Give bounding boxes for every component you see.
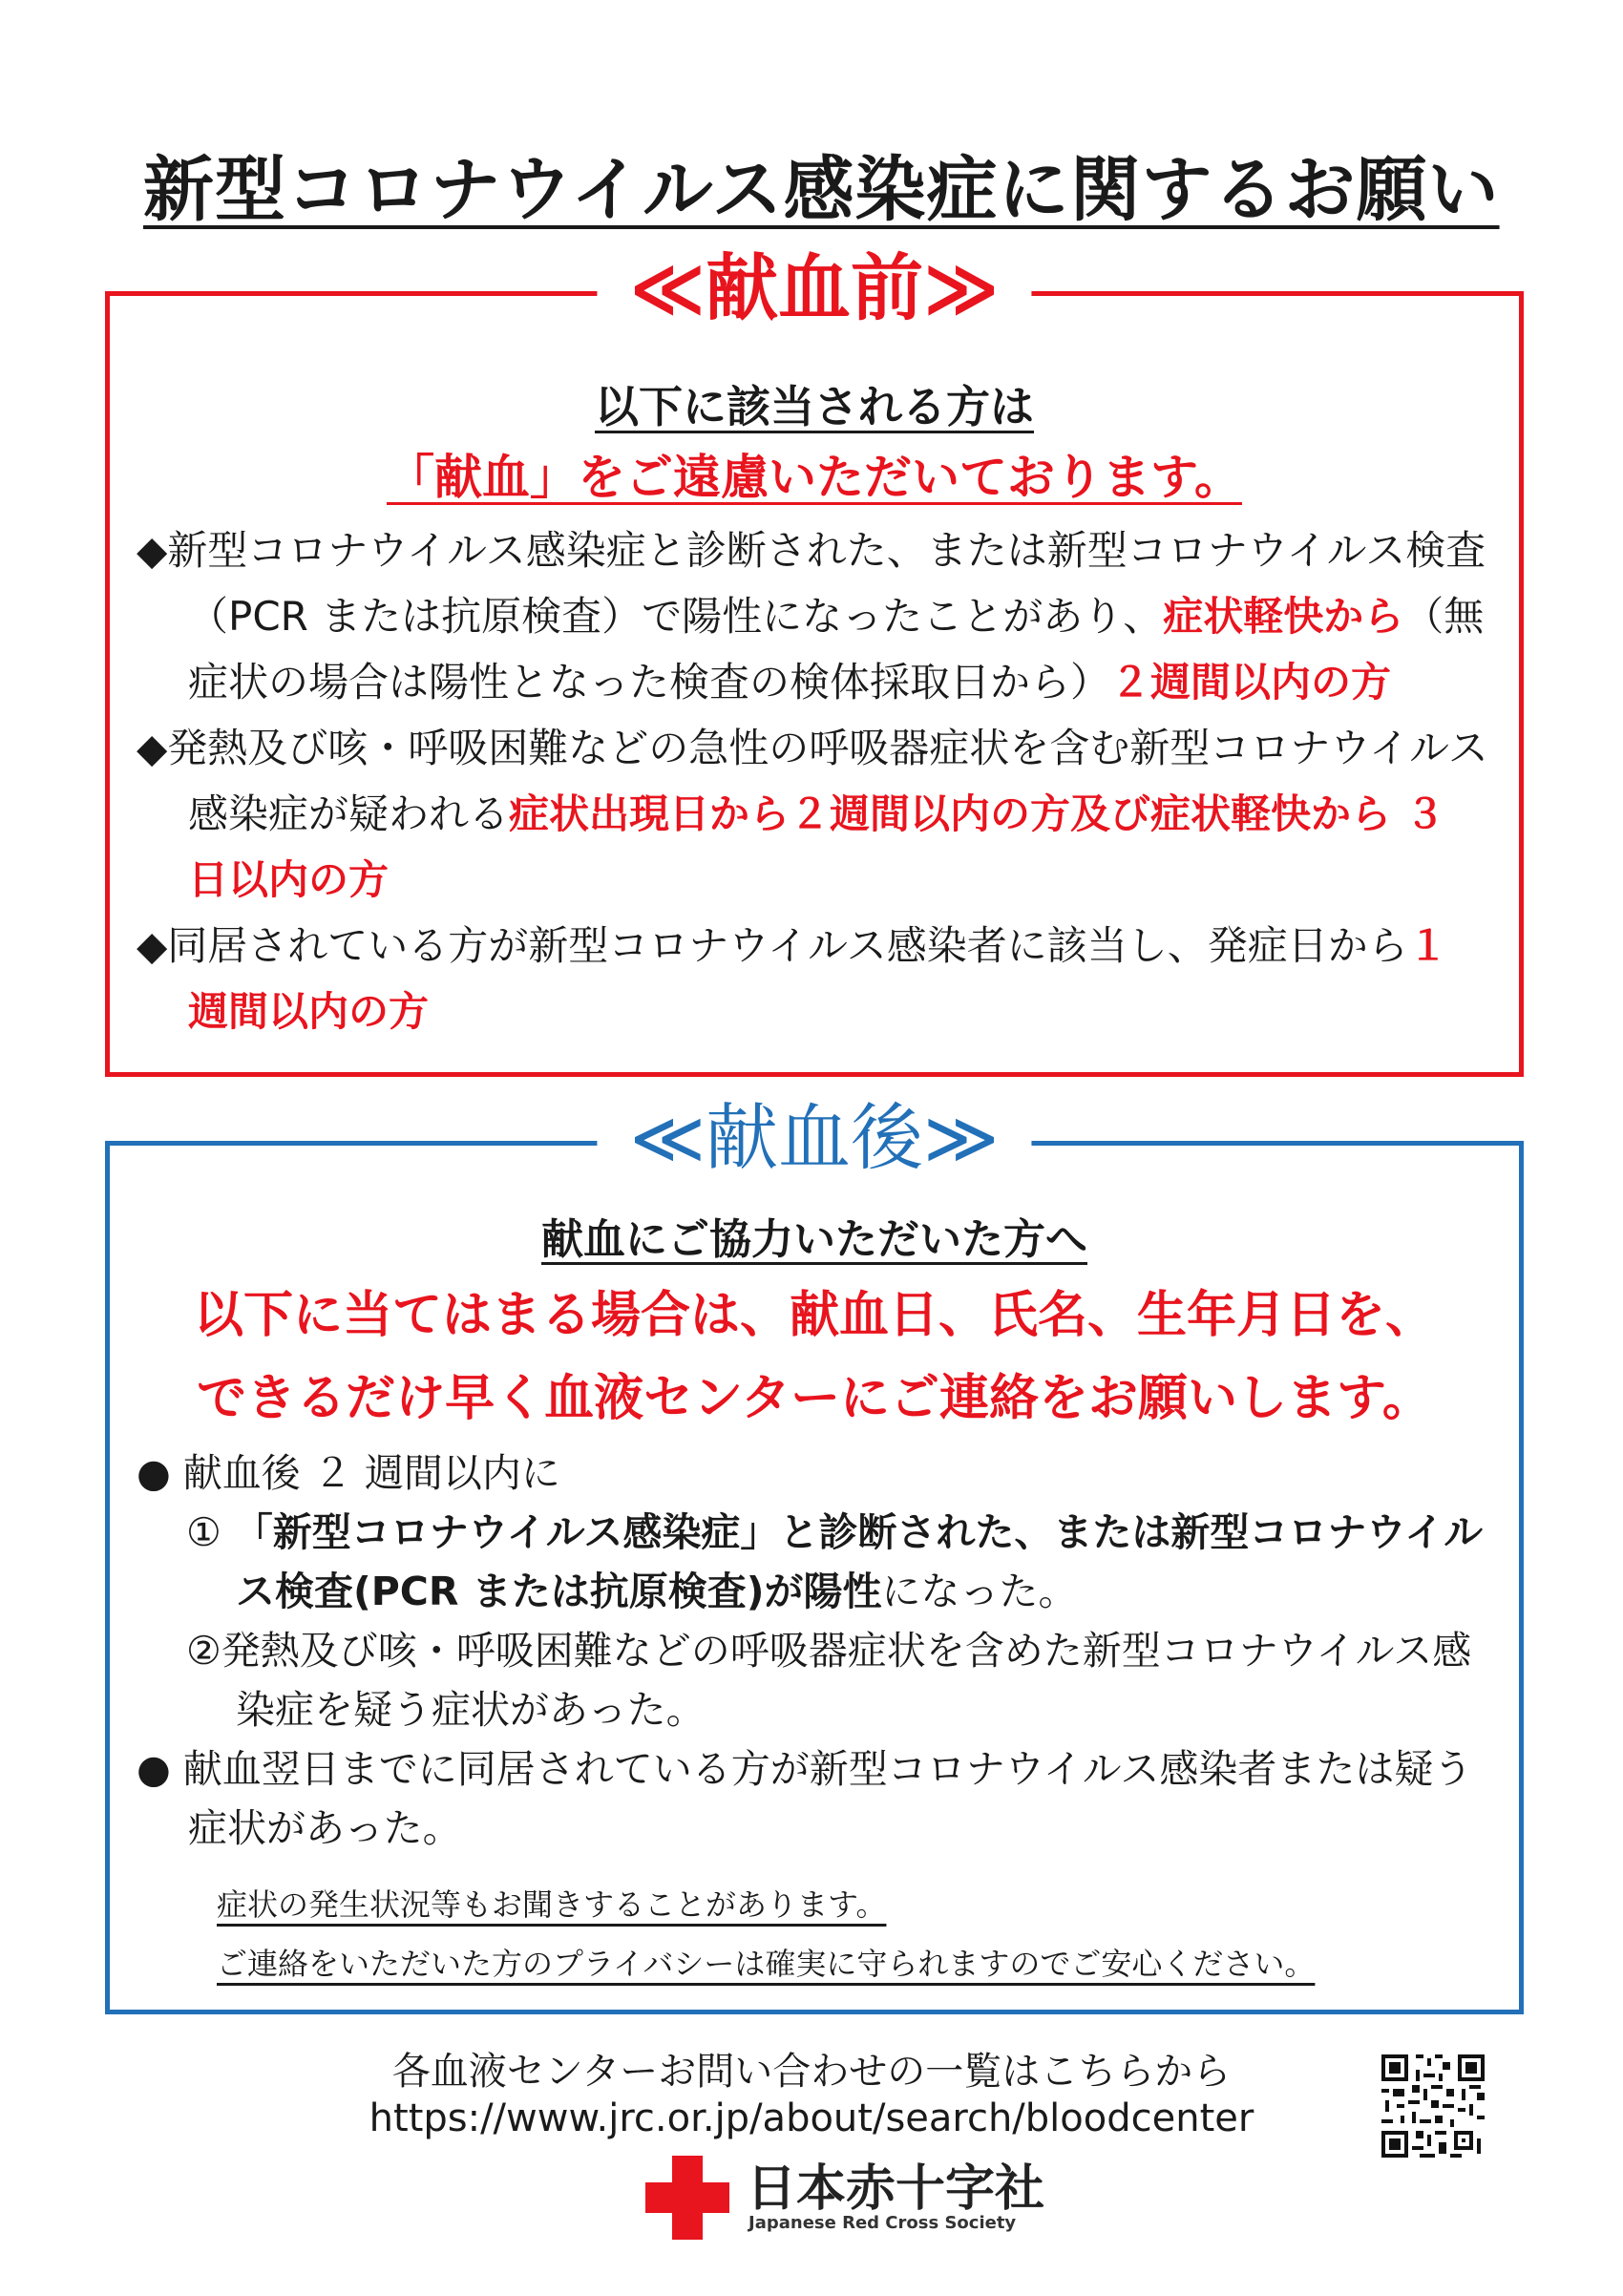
after-sub-item-1 (137, 1503, 1492, 1621)
before-item-3 (137, 913, 1492, 1044)
before-lead: 以下に該当される方は (595, 381, 1034, 432)
before-donation-box (105, 245, 1524, 1077)
before-item-1-highlight: 症状軽快から (1163, 593, 1404, 640)
qr-code-icon[interactable] (1378, 2051, 1488, 2161)
after-request-line-2: できるだけ早く血液センターにご連絡をお願いします。 (197, 1370, 1432, 1427)
before-items (137, 517, 1492, 1044)
before-item-1-highlight-2: ２週間以内の方 (1110, 659, 1392, 706)
after-note-2: ご連絡をいただいた方のプライバシーは確実に守られますのでご安心ください。 (217, 1946, 1316, 1982)
after-request-line-1: 以下に当てはまる場合は、献血日、氏名、生年月日を、 (193, 1287, 1435, 1344)
before-item-1-text: ◆新型コロナウイルス感染症と診断された、または新型コロナウイルス検査（PCR または抗原検査）で陽性になったことがあり、 (137, 527, 1486, 640)
after-bullet-1: ● 献血後 ２ 週間以内に (137, 1450, 560, 1496)
after-sub-item-2: ②発熱及び咳・呼吸困難などの呼吸器症状を含めた新型コロナウイルス感染症を疑う症状があった。 (186, 1628, 1472, 1733)
before-item-1-text-2: （無症状の場合は陽性となった検査の検体採取日から） (188, 593, 1485, 706)
before-item-2 (137, 715, 1492, 913)
red-cross-icon (642, 2152, 733, 2243)
logo-name-en: Japanese Red Cross Society (748, 2213, 1017, 2233)
before-item-1 (137, 517, 1492, 715)
before-item-2-highlight: 症状出現日から２週間以内の方及び症状軽快から ３ 日以内の方 (188, 790, 1445, 903)
after-sub-item-1-bold: 「新型コロナウイルス感染症」と診断された、または新型コロナウイルス検査(PCR または抗原検査)が陽性 (233, 1509, 1484, 1614)
before-item-2-text: ◆発熱及び咳・呼吸困難などの急性の呼吸器症状を含む新型コロナウイルス感染症が疑われる (137, 725, 1488, 837)
logo-name-ja: 日本赤十字社 (747, 2160, 1045, 2218)
footer-url-link[interactable]: https://www.jrc.or.jp/about/search/bloodcenter (369, 2096, 1254, 2140)
before-donation-heading: ≪献血前≫ (597, 252, 1031, 325)
footer-inquiry-text: 各血液センターお問い合わせの一覧はこちらから (391, 2050, 1232, 2094)
after-bullet-2: ● 献血翌日までに同居されている方が新型コロナウイルス感染者または疑う症状があった。 (137, 1746, 1473, 1851)
after-donation-box (105, 1095, 1524, 2014)
before-request: 「献血」をご遠慮いただいております。 (387, 450, 1242, 505)
after-donation-heading: ≪献血後≫ (597, 1102, 1031, 1174)
after-sub-item-1-text: になった。 (881, 1569, 1078, 1614)
after-items (137, 1443, 1492, 1858)
before-request-wrap (110, 439, 1519, 508)
page-title: 新型コロナウイルス感染症に関するお願い (143, 149, 1500, 231)
before-item-3-highlight: １ 週間以内の方 (188, 922, 1448, 1035)
after-lead: 献血にご協力いただいた方へ (541, 1215, 1087, 1264)
after-sub-item-1-number: ① (186, 1509, 234, 1555)
after-note-1: 症状の発生状況等もお聞きすることがあります。 (217, 1886, 887, 1923)
before-item-3-text: ◆同居されている方が新型コロナウイルス感染者に該当し、発症日から (137, 922, 1408, 969)
